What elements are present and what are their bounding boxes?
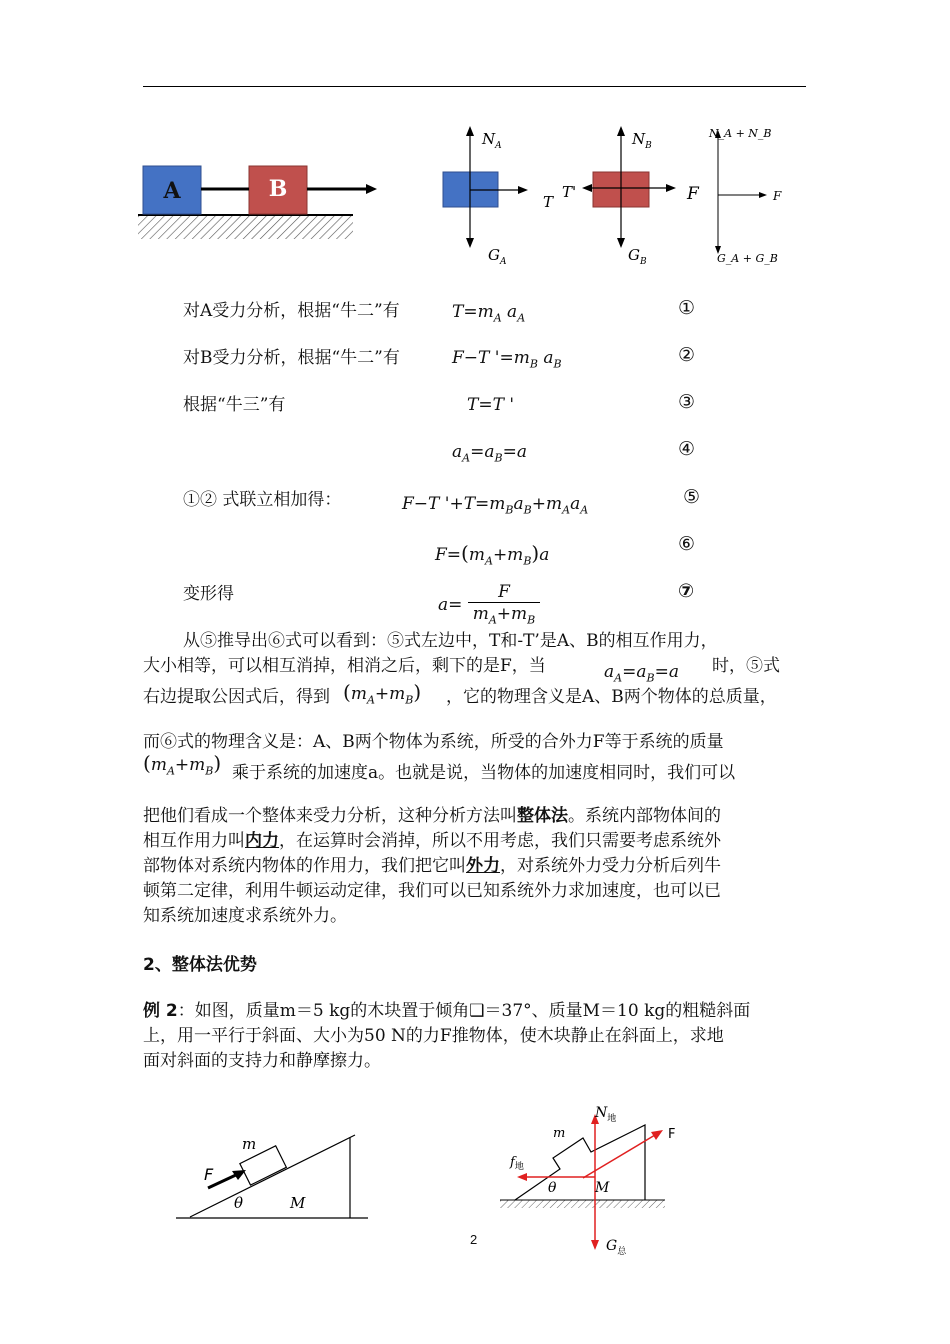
term-external-force: 外力 — [466, 856, 500, 876]
incline-theta: θ — [234, 1194, 244, 1212]
eq5-expr: F−T '$+T=m_Ba_B+m_Aa_A$ — [402, 494, 589, 517]
fbd3-theta: θ — [548, 1180, 557, 1196]
incline-f: F — [204, 1165, 214, 1184]
eq7-num: ⑦ — [678, 580, 695, 602]
eq7-lhs: a= — [438, 595, 463, 615]
fbd-a — [430, 122, 554, 272]
eq5-num: ⑤ — [683, 486, 701, 508]
header-rule — [143, 86, 806, 87]
para1-inline-accel: $a_A=a_B=a$ — [604, 662, 679, 685]
blocks-diagram — [135, 160, 385, 245]
para1-line9: 顿第二定律，利用牛顿运动定律，我们可以已知系统外力求加速度，也可以已 — [143, 881, 721, 901]
eq2-num: ② — [678, 344, 696, 366]
para1-line5: 乘于系统的加速度a。也就是说，当物体的加速度相同时，我们可以 — [232, 763, 736, 783]
fbd-b-tprime: T' — [562, 183, 577, 201]
example-line1: 例 2：如图，质量m＝5 kg的木块置于倾角❑＝37°、质量M＝10 kg的粗糙斜面 — [143, 1001, 751, 1021]
fbd3-n: $N_地$ — [595, 1105, 617, 1124]
fbd-b-n: $N_B$ — [632, 130, 652, 151]
fbd-a-n: $N_A$ — [482, 130, 502, 151]
incline-m-big: M — [290, 1194, 306, 1212]
fbd-sys-n: N_A + N_B — [709, 127, 772, 140]
para1-line8: 部物体对系统内物体的作用力，我们把它叫外力，对系统外力受力分析后列牛 — [143, 856, 721, 876]
eq2-expr: F−T '$=m_B$ $a_B$ — [452, 348, 562, 371]
example-line3: 面对斜面的支持力和静摩擦力。 — [143, 1051, 381, 1071]
eq4-expr: $a_A=a_B=a$ — [452, 442, 527, 465]
page-number: 2 — [470, 1232, 478, 1247]
eq5-label: ①② 式联立相加得： — [183, 490, 342, 510]
block-a-label: A — [163, 178, 181, 204]
fbd-b — [560, 122, 710, 272]
fbd-a-g: $G_A$ — [488, 246, 507, 267]
section-heading: 2、整体法优势 — [143, 955, 257, 975]
example-line2: 上，用一平行于斜面、大小为50 N的力F推物体，使木块静止在斜面上，求地 — [143, 1026, 724, 1046]
eq1-expr: $T=m_A$ $a_A$ — [452, 302, 526, 325]
term-whole-method: 整体法 — [517, 806, 568, 826]
fbd3-friction: $f_地$ — [510, 1155, 524, 1172]
eq3-expr: T=T ' — [467, 395, 514, 415]
eq6-num: ⑥ — [678, 533, 696, 555]
fbd3-g: $G_总$ — [606, 1238, 627, 1257]
term-internal-force: 内力 — [245, 831, 279, 851]
eq3-label: 根据“牛三”有 — [183, 395, 286, 415]
fbd-sys-f: F — [773, 189, 782, 203]
para1-line10: 知系统加速度求系统外力。 — [143, 906, 347, 926]
fbd-a-t: T — [543, 193, 554, 211]
fbd-b-g: $G_B$ — [628, 246, 647, 267]
para1-line3b: ，它的物理含义是A、B两个物体的总质量， — [446, 687, 777, 707]
para1-line7: 相互作用力叫内力，在运算时会消掉，所以不用考虑，我们只需要考虑系统外 — [143, 831, 721, 851]
ground-hatch — [138, 215, 353, 239]
fbd-b-f: F — [687, 184, 699, 204]
eq6-expr: $F=(m_A+m_B)a$ — [435, 541, 550, 568]
para1-inline-mass: $(m_A+m_B)$ — [343, 680, 422, 707]
arrow-head — [366, 184, 377, 194]
eq2-label: 对B受力分析，根据“牛二”有 — [183, 348, 400, 368]
fbd3-f: F — [668, 1127, 676, 1142]
para1-line4: 而⑥式的物理含义是：A、B两个物体为系统，所受的合外力F等于系统的质量 — [143, 732, 724, 752]
fbd3-m: m — [553, 1126, 566, 1141]
fbd-system — [700, 122, 800, 272]
eq7-label: 变形得 — [183, 584, 234, 604]
fbd3-m-big: M — [595, 1180, 610, 1196]
para1-line1: 从⑤推导出⑥式可以看到：⑤式左边中，T和-T’是A、B的相互作用力， — [183, 631, 718, 651]
para1-line3a: 右边提取公因式后，得到 — [143, 687, 330, 707]
eq1-num: ① — [678, 297, 696, 319]
eq7-fraction: $\frac{F}{m_A+m_B}$ — [468, 582, 540, 631]
incline-m: m — [242, 1135, 257, 1153]
para1-line6: 把他们看成一个整体来受力分析，这种分析方法叫整体法。系统内部物体间的 — [143, 806, 721, 826]
para1-line2a: 大小相等，可以相互消掉，相消之后，剩下的是F，当 — [143, 656, 546, 676]
para1-inline-mass2: $(m_A+m_B)$ — [143, 751, 222, 778]
incline-diagram — [170, 1125, 380, 1225]
fbd-sys-g: G_A + G_B — [717, 252, 778, 265]
eq4-num: ④ — [678, 438, 696, 460]
eq3-num: ③ — [678, 391, 696, 413]
block-b-label: B — [268, 176, 288, 202]
eq1-label: 对A受力分析，根据“牛二”有 — [183, 301, 400, 321]
para1-line2b: 时，⑤式 — [712, 656, 780, 676]
incline-fbd — [495, 1100, 685, 1260]
